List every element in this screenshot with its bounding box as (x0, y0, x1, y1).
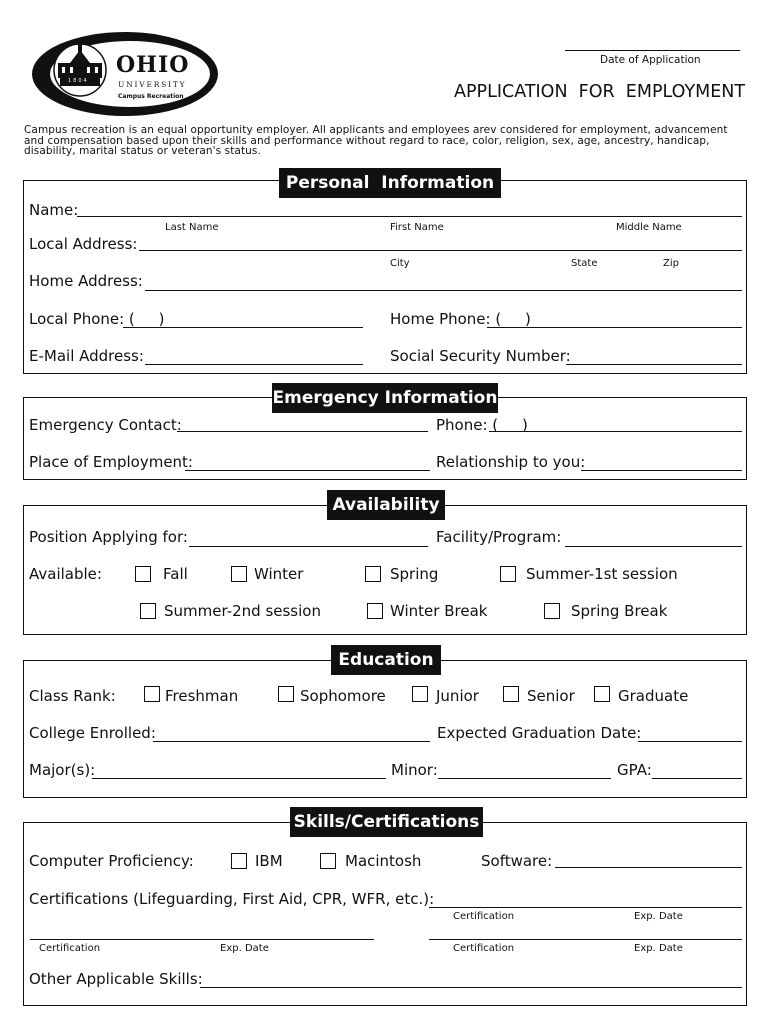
email-field[interactable] (145, 364, 363, 365)
zip-caption: Zip (663, 258, 679, 269)
software-field[interactable] (555, 867, 742, 868)
home-address-label: Home Address: (29, 272, 143, 290)
graduation-date-field[interactable] (638, 741, 742, 742)
form-title: APPLICATION FOR EMPLOYMENT (454, 82, 746, 102)
emergency-info-header: Emergency Information (272, 383, 498, 413)
senior-checkbox[interactable] (503, 686, 519, 702)
winter-break-checkbox[interactable] (367, 603, 383, 619)
junior-label: Junior (436, 687, 479, 705)
software-label: Software: (481, 852, 553, 870)
spring-break-checkbox[interactable] (544, 603, 560, 619)
spring-label: Spring (390, 565, 439, 583)
relationship-field[interactable] (581, 470, 742, 471)
certifications-label: Certifications (Lifeguarding, First Aid, CPR, WFR, etc.): (29, 890, 435, 908)
personal-info-header: Personal Information (279, 168, 501, 198)
gpa-field[interactable] (652, 778, 742, 779)
exp-date-caption-1: Exp. Date (634, 911, 683, 922)
summer-2nd-checkbox[interactable] (140, 603, 156, 619)
macintosh-label: Macintosh (345, 852, 422, 870)
home-address-field[interactable] (145, 290, 742, 291)
winter-break-label: Winter Break (390, 602, 488, 620)
home-phone-label: Home Phone: ( ) (390, 310, 531, 328)
spring-break-label: Spring Break (571, 602, 668, 620)
exp-date-caption-2: Exp. Date (220, 943, 269, 954)
availability-header: Availability (327, 490, 445, 520)
home-phone-field[interactable] (487, 327, 742, 328)
majors-label: Major(s): (29, 761, 96, 779)
other-skills-label: Other Applicable Skills: (29, 970, 203, 988)
certification-field-2[interactable] (30, 939, 374, 940)
emergency-contact-label: Emergency Contact: (29, 416, 182, 434)
senior-label: Senior (527, 687, 575, 705)
logo-wordmark: OHIO (116, 52, 190, 78)
city-caption: City (390, 258, 410, 269)
email-label: E-Mail Address: (29, 347, 144, 365)
skills-header: Skills/Certifications (290, 807, 483, 837)
facility-field[interactable] (565, 546, 742, 547)
eeo-statement: Campus recreation is an equal opportunity employer. All applicants and employees arev considered for employment, advancement and compensation based upon their skills and performance without regard to race, color, religion, sex, age, ancestry, handicap, disability, marital status or veteran's status. (24, 124, 728, 157)
logo-university: UNIVERSITY (118, 80, 187, 89)
graduate-checkbox[interactable] (594, 686, 610, 702)
spring-checkbox[interactable] (365, 566, 381, 582)
ohio-university-logo (30, 30, 220, 118)
ssn-field[interactable] (566, 364, 742, 365)
college-enrolled-field[interactable] (153, 741, 430, 742)
exp-date-caption-3: Exp. Date (634, 943, 683, 954)
computer-proficiency-label: Computer Proficiency: (29, 852, 194, 870)
graduate-label: Graduate (618, 687, 689, 705)
first-name-caption: First Name (390, 222, 444, 233)
middle-name-caption: Middle Name (616, 222, 682, 233)
date-of-application-field[interactable] (565, 50, 740, 51)
certification-caption-3: Certification (453, 943, 515, 954)
college-enrolled-label: College Enrolled: (29, 724, 156, 742)
logo-year: 1804 (68, 78, 89, 84)
winter-label: Winter (254, 565, 304, 583)
other-skills-field[interactable] (200, 987, 742, 988)
freshman-checkbox[interactable] (144, 686, 160, 702)
minor-label: Minor: (391, 761, 438, 779)
sophomore-label: Sophomore (300, 687, 386, 705)
graduation-date-label: Expected Graduation Date: (437, 724, 642, 742)
education-header: Education (331, 645, 441, 675)
place-of-employment-label: Place of Employment: (29, 453, 193, 471)
fall-checkbox[interactable] (135, 566, 151, 582)
state-caption: State (571, 258, 598, 269)
last-name-caption: Last Name (165, 222, 219, 233)
facility-label: Facility/Program: (436, 528, 562, 546)
name-label: Name: (29, 201, 79, 219)
certification-field-1[interactable] (429, 907, 742, 908)
relationship-label: Relationship to you: (436, 453, 586, 471)
winter-checkbox[interactable] (231, 566, 247, 582)
local-address-field[interactable] (139, 250, 742, 251)
position-field[interactable] (189, 546, 428, 547)
emergency-phone-field[interactable] (489, 431, 742, 432)
available-label: Available: (29, 565, 102, 583)
ibm-label: IBM (255, 852, 283, 870)
summer-1st-label: Summer-1st session (526, 565, 678, 583)
summer-1st-checkbox[interactable] (500, 566, 516, 582)
emergency-contact-field[interactable] (177, 431, 428, 432)
emergency-phone-label: Phone: ( ) (436, 416, 528, 434)
position-label: Position Applying for: (29, 528, 188, 546)
class-rank-label: Class Rank: (29, 687, 116, 705)
junior-checkbox[interactable] (412, 686, 428, 702)
macintosh-checkbox[interactable] (320, 853, 336, 869)
logo-dept: Campus Recreation (118, 93, 184, 100)
minor-field[interactable] (438, 778, 611, 779)
certification-caption-2: Certification (39, 943, 101, 954)
name-field[interactable] (77, 216, 742, 217)
date-of-application-label: Date of Application (600, 54, 701, 66)
place-of-employment-field[interactable] (185, 470, 430, 471)
sophomore-checkbox[interactable] (278, 686, 294, 702)
local-phone-field[interactable] (123, 327, 363, 328)
certification-field-3[interactable] (429, 939, 742, 940)
majors-field[interactable] (92, 778, 386, 779)
local-address-label: Local Address: (29, 235, 138, 253)
summer-2nd-label: Summer-2nd session (164, 602, 321, 620)
local-phone-label: Local Phone: ( ) (29, 310, 165, 328)
ssn-label: Social Security Number: (390, 347, 571, 365)
certification-caption-1: Certification (453, 911, 515, 922)
gpa-label: GPA: (617, 761, 652, 779)
fall-label: Fall (163, 565, 188, 583)
freshman-label: Freshman (165, 687, 239, 705)
ibm-checkbox[interactable] (231, 853, 247, 869)
